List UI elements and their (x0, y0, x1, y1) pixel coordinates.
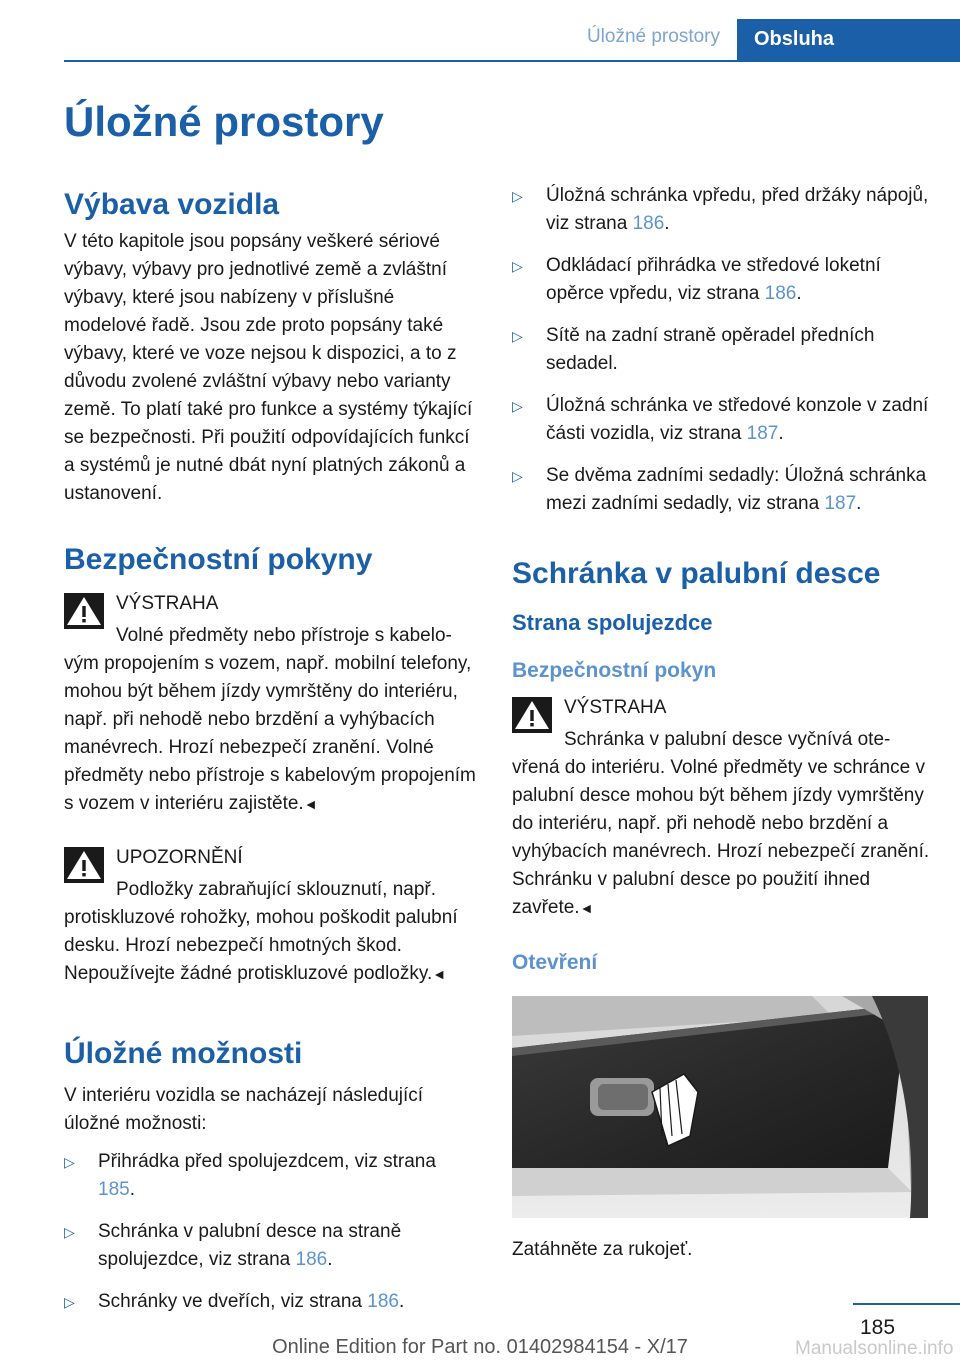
footer-edition: Online Edition for Part no. 01402984154 - X/17 (272, 1336, 688, 1358)
bullet-icon: ▷ (512, 258, 523, 274)
bullet-icon: ▷ (512, 188, 523, 204)
watermark: Manualsonline.info (795, 1338, 954, 1359)
notice-block (64, 844, 476, 988)
glovebox-safety-heading: Bezpečnostní pokyn (512, 659, 717, 682)
glovebox-photo (512, 996, 930, 1218)
glovebox-heading: Schránka v palubní desce (512, 557, 881, 590)
page-reference-link[interactable]: 186 (367, 1291, 399, 1312)
safety-heading: Bezpečnostní pokyny (64, 543, 373, 576)
equipment-text: V této kapitole jsou popsány veškeré sériové výbavy, výbavy pro jednotlivé země a zvláštní výbavy, které jsou nabízeny v příslušné modelové řadě. Jsou zde proto popsány také výbavy, které ve voze nejsou k dispozici, a to z důvodu zvolené zvláštní výbavy nebo varianty země. To platí také pro funkce a systémy týkající se bezpečnosti. Při použití odpovídajících funkcí a systémů je nutné dbát nyní platných zákonů a ustanovení. (64, 231, 473, 504)
list-item: ▷ Úložná schránka vpředu, před držáky nápojů, viz strana 186. (512, 182, 930, 238)
glovebox-warning-text: vřená do interiéru. Volné předměty ve schránce v palubní desce mohou být během jízdy vymrštěny do interiéru, např. při nehodě nebo brzdění a vyhýbacích manévrech. Hrozí nebezpečí zranění. Schránku v palubní desce po použití ihned zavřete.◄ (512, 757, 930, 918)
left-column (64, 185, 476, 1330)
page-title: Úložné prostory (64, 98, 384, 145)
page-reference-link[interactable]: 185 (98, 1179, 130, 1200)
warning-title: VÝSTRAHA (116, 593, 219, 614)
bullet-icon: ▷ (512, 398, 523, 414)
glovebox-subheading: Strana spolujezdce (512, 610, 713, 635)
notice-line1: Podložky zabraňující sklouznutí, např. (116, 879, 437, 900)
page-reference-link[interactable]: 187 (824, 493, 857, 514)
header-tab: Obsluha (737, 19, 960, 62)
bullet-icon: ▷ (64, 1224, 75, 1240)
list-item: ▷ Schránka v palubní desce na straně spolujezdce, viz strana 186. (64, 1218, 476, 1274)
bullet-icon: ▷ (64, 1154, 75, 1170)
page-number-rule (853, 1303, 960, 1305)
page-reference-link[interactable]: 186 (764, 283, 797, 304)
page-reference-link[interactable]: 186 (295, 1249, 328, 1270)
end-mark: ◄ (579, 900, 594, 916)
list-item: ▷ Přihrádka před spolujezdcem, viz strana 185. (64, 1148, 476, 1204)
warning-block (64, 590, 476, 818)
warning-icon (64, 847, 104, 883)
page-number: 185 (860, 1316, 896, 1339)
end-mark: ◄ (432, 966, 447, 982)
header-section-title: Úložné prostory (586, 26, 720, 47)
glovebox-warning-block (512, 694, 930, 922)
warning-icon (64, 593, 104, 629)
notice-text: protiskluzové rohožky, mohou poškodit palubní desku. Hrozí nebezpečí hmotných škod. Nepoužívejte žádné protiskluzové podložky.◄ (64, 907, 458, 984)
glovebox-warning-title: VÝSTRAHA (564, 697, 667, 718)
end-mark: ◄ (303, 796, 318, 812)
warning-icon (512, 697, 552, 733)
bullet-icon: ▷ (64, 1294, 75, 1310)
options-list (64, 1148, 476, 1316)
list-item: ▷ Schránky ve dveřích, viz strana 186. (64, 1288, 476, 1316)
warning-text: vým propojením s vozem, např. mobilní telefony, mohou být během jízdy vymrštěny do interiéru, např. při nehodě nebo brzdění a vyhýbacích manévrech. Hrozí nebezpečí zranění. Volné předměty nebo přístroje s kabelovým propojením s vozem v interiéru zajistěte.◄ (64, 653, 476, 814)
right-column (512, 182, 930, 1264)
storage-list (512, 182, 930, 518)
glovebox-warning-line1: Schránka v palubní desce vyčnívá ote- (564, 729, 891, 750)
page-header (0, 0, 960, 60)
bullet-icon: ▷ (512, 328, 523, 344)
photo-caption: Zatáhněte za rukojeť. (512, 1239, 693, 1260)
equipment-heading: Výbava vozidla (64, 188, 280, 221)
list-item: ▷ Úložná schránka ve středové konzole v zadní části vozidla, viz strana 187. (512, 392, 930, 448)
options-heading: Úložné možnosti (64, 1037, 303, 1070)
warning-line1: Volné předměty nebo přístroje s kabelo- (116, 625, 452, 646)
list-item: ▷ Odkládací přihrádka ve středové loketní opěrce vpředu, viz strana 186. (512, 252, 930, 308)
options-text: V interiéru vozidla se nacházejí následující úložné možnosti: (64, 1085, 424, 1134)
bullet-icon: ▷ (512, 468, 523, 484)
opening-heading: Otevření (512, 951, 598, 974)
notice-title: UPOZORNĚNÍ (116, 847, 243, 868)
page-reference-link[interactable]: 187 (746, 423, 779, 444)
header-rule (64, 60, 960, 62)
list-item: ▷ Se dvěma zadními sedadly: Úložná schránka mezi zadními sedadly, viz strana 187. (512, 462, 930, 518)
list-item: ▷ Sítě na zadní straně opěradel předních sedadel. (512, 322, 930, 378)
glovebox-image (512, 996, 928, 1218)
page-reference-link[interactable]: 186 (632, 213, 665, 234)
